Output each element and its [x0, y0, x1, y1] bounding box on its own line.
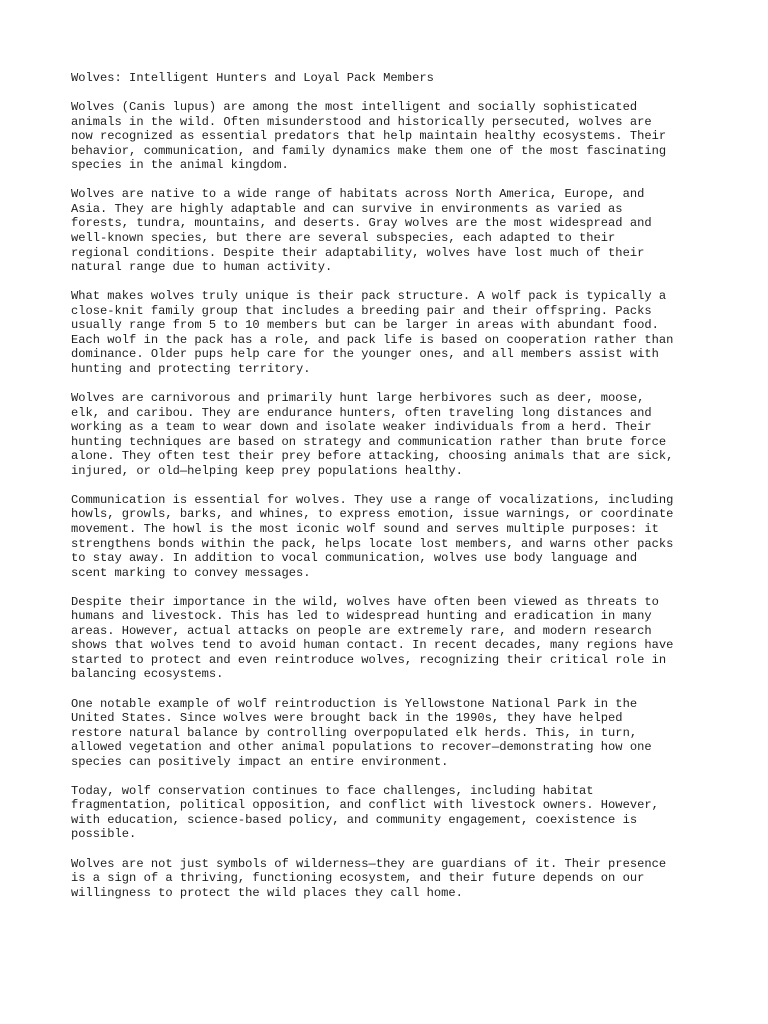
paragraph-list — [71, 100, 711, 900]
paragraph-line: Each wolf in the pack has a role, and pack life is based on cooperation rather than — [71, 332, 674, 347]
paragraph-line: balancing ecosystems. — [71, 667, 224, 682]
paragraph-line: now recognized as essential predators that help maintain healthy ecosystems. Their — [71, 129, 667, 144]
paragraph-line: hunting and protecting territory. — [71, 361, 311, 376]
paragraph-8 — [71, 784, 711, 842]
paragraph-line: United States. Since wolves were brought back in the 1990s, they have helped — [71, 711, 623, 726]
paragraph-line: Wolves are not just symbols of wilderness—they are guardians of it. Their presence — [71, 856, 667, 871]
paragraph-2 — [71, 187, 711, 274]
paragraph-line: animals in the wild. Often misunderstood and historically persecuted, wolves are — [71, 114, 652, 129]
paragraph-line: scent marking to convey messages. — [71, 565, 311, 580]
paragraph-line: close-knit family group that includes a breeding pair and their offspring. Packs — [71, 303, 652, 318]
paragraph-line: Despite their importance in the wild, wolves have often been viewed as threats to — [71, 594, 659, 609]
paragraph-line: Wolves are carnivorous and primarily hunt large herbivores such as deer, moose, — [71, 391, 645, 406]
paragraph-5 — [71, 493, 711, 580]
paragraph-9 — [71, 857, 711, 901]
paragraph-line: working as a team to wear down and isolate weaker individuals from a herd. Their — [71, 420, 652, 435]
paragraph-line: Wolves (Canis lupus) are among the most intelligent and socially sophisticated — [71, 100, 638, 115]
paragraph-line: Asia. They are highly adaptable and can survive in environments as varied as — [71, 201, 623, 216]
paragraph-line: regional conditions. Despite their adaptability, wolves have lost much of their — [71, 245, 645, 260]
paragraph-1 — [71, 100, 711, 173]
paragraph-line: howls, growls, barks, and whines, to express emotion, issue warnings, or coordinate — [71, 507, 674, 522]
paragraph-line: restore natural balance by controlling overpopulated elk herds. This, in turn, — [71, 725, 638, 740]
paragraph-line: dominance. Older pups help care for the younger ones, and all members assist with — [71, 347, 659, 362]
document-title: Wolves: Intelligent Hunters and Loyal Pack Members — [71, 71, 434, 85]
paragraph-line: One notable example of wolf reintroduction is Yellowstone National Park in the — [71, 696, 638, 711]
paragraph-6 — [71, 595, 711, 682]
paragraph-line: Wolves are native to a wide range of habitats across North America, Europe, and — [71, 187, 645, 202]
paragraph-line: allowed vegetation and other animal populations to recover—demonstrating how one — [71, 740, 652, 755]
paragraph-line: is a sign of a thriving, functioning ecosystem, and their future depends on our — [71, 871, 645, 886]
paragraph-line: shows that wolves tend to avoid human contact. In recent decades, many regions have — [71, 638, 674, 653]
paragraph-line: Today, wolf conservation continues to face challenges, including habitat — [71, 783, 594, 798]
paragraph-line: fragmentation, political opposition, and conflict with livestock owners. However, — [71, 798, 659, 813]
paragraph-line: usually range from 5 to 10 members but can be larger in areas with abundant food. — [71, 318, 659, 333]
paragraph-line: species can positively impact an entire environment. — [71, 754, 449, 769]
paragraph-3 — [71, 289, 711, 376]
paragraph-line: behavior, communication, and family dynamics make them one of the most fascinating — [71, 143, 667, 158]
document-body — [71, 71, 711, 915]
paragraph-4 — [71, 391, 711, 478]
paragraph-line: alone. They often test their prey before attacking, choosing animals that are sick, — [71, 449, 674, 464]
paragraph-7 — [71, 697, 711, 770]
paragraph-line: to stay away. In addition to vocal communication, wolves use body language and — [71, 551, 638, 566]
paragraph-line: natural range due to human activity. — [71, 260, 333, 275]
paragraph-line: willingness to protect the wild places they call home. — [71, 885, 463, 900]
paragraph-line: forests, tundra, mountains, and deserts. Gray wolves are the most widespread and — [71, 216, 652, 231]
paragraph-line: movement. The howl is the most iconic wolf sound and serves multiple purposes: it — [71, 521, 659, 536]
paragraph-line: humans and livestock. This has led to widespread hunting and eradication in many — [71, 609, 652, 624]
paragraph-line: started to protect and even reintroduce wolves, recognizing their critical role in — [71, 652, 667, 667]
paragraph-line: areas. However, actual attacks on people are extremely rare, and modern research — [71, 623, 652, 638]
paragraph-line: hunting techniques are based on strategy and communication rather than brute force — [71, 434, 667, 449]
paragraph-line: with education, science-based policy, and community engagement, coexistence is — [71, 812, 638, 827]
paragraph-line: elk, and caribou. They are endurance hunters, often traveling long distances and — [71, 405, 652, 420]
paragraph-line: strengthens bonds within the pack, helps locate lost members, and warns other packs — [71, 536, 674, 551]
paragraph-line: What makes wolves truly unique is their pack structure. A wolf pack is typically a — [71, 289, 667, 304]
paragraph-line: Communication is essential for wolves. They use a range of vocalizations, including — [71, 492, 674, 507]
paragraph-line: well-known species, but there are several subspecies, each adapted to their — [71, 231, 616, 246]
paragraph-line: possible. — [71, 827, 137, 842]
paragraph-line: injured, or old—helping keep prey populations healthy. — [71, 463, 463, 478]
paragraph-line: species in the animal kingdom. — [71, 158, 289, 173]
